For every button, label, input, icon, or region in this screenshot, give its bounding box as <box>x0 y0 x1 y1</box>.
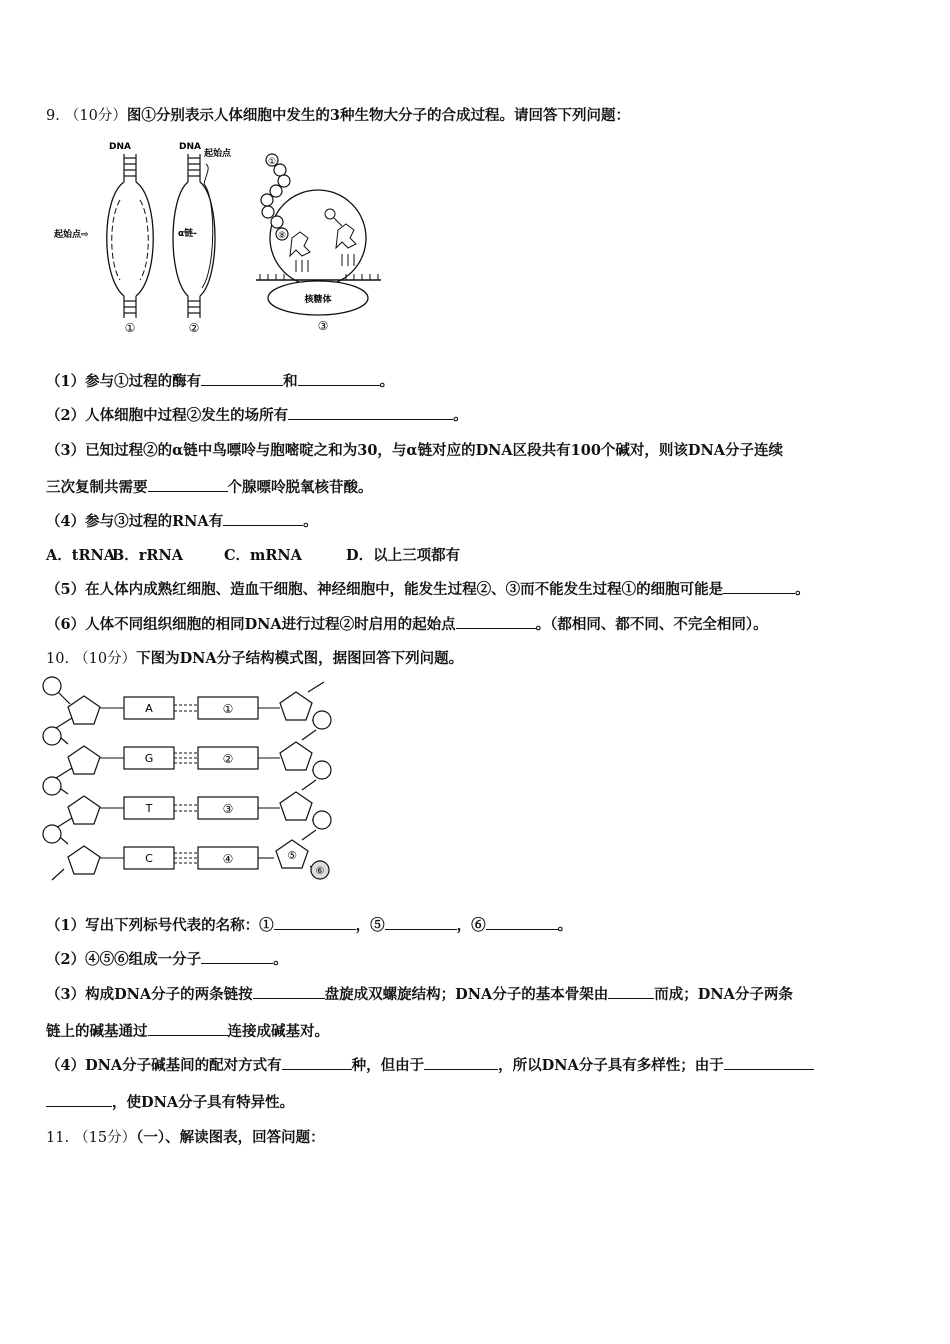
q9-sub4-text-a: （4）参与③过程的RNA有 <box>46 513 224 530</box>
q9-fig3-trna-1 <box>290 232 310 272</box>
q10-left-phosphates <box>43 677 61 843</box>
q9-fig-start-point-left: 起始点⇨ <box>54 230 89 240</box>
q9-fig-mark-3: ③ <box>317 319 329 333</box>
q10-right-phosphates <box>313 711 331 829</box>
q9-sub3-text-a: 三次复制共需要 <box>46 479 148 496</box>
q9-fig-dna-label-2: DNA <box>179 142 201 152</box>
q10-sub2-text-b: 。 <box>273 951 288 968</box>
q10-label-5: ⑤ <box>287 849 297 862</box>
q9-fig2-ladder-top <box>188 154 200 182</box>
q10-score: （10分） <box>74 651 137 667</box>
q10-base-right-3: ③ <box>222 802 234 816</box>
q10-base-left-c: C <box>145 852 153 865</box>
q9-option-c[interactable]: C．mRNA <box>224 547 302 564</box>
q10-sub3-text-a: （3）构成DNA分子的两条链按 <box>46 986 253 1003</box>
q9-fig2-ladder-bottom <box>188 296 200 318</box>
q9-fig2-bubble <box>173 182 215 296</box>
q9-sub1 <box>46 370 394 391</box>
q10-sub4-line1 <box>46 1054 814 1075</box>
q10-base-left-t: T <box>145 802 153 815</box>
q10-sub4-blank-4[interactable] <box>46 1092 112 1107</box>
q9-sub1-blank-2[interactable] <box>298 371 380 386</box>
q9-sub6-text-b: 。（都相同、都不同、不完全相同）。 <box>535 616 768 633</box>
q9-sub6 <box>46 613 768 634</box>
q9-sub3-blank[interactable] <box>148 477 228 492</box>
q10-base-right-2: ② <box>222 752 234 766</box>
q10-base-links <box>100 708 280 858</box>
q10-sub2 <box>46 948 288 969</box>
q10-hydrogen-bonds <box>174 705 198 863</box>
q11-stem-line <box>46 1126 325 1147</box>
q11-number: 11. <box>46 1130 70 1146</box>
q10-sub1 <box>46 914 572 935</box>
q10-base-right-4: ④ <box>222 852 234 866</box>
q10-left-sugars <box>68 696 100 874</box>
q9-fig-start-point-top: 起始点 <box>204 149 232 159</box>
q10-sub4-text-b: 种，但由于 <box>351 1057 425 1074</box>
q9-fig-mark-2: ② <box>188 321 200 335</box>
q10-sub3-blank-2[interactable] <box>608 984 654 999</box>
q10-sub3-text-b: 盘旋成双螺旋结构；DNA分子的基本骨架由 <box>324 986 609 1003</box>
q10-base-left-a: A <box>145 702 153 715</box>
q9-sub4-blank[interactable] <box>223 511 303 526</box>
q9-sub1-blank-1[interactable] <box>201 371 283 386</box>
q10-sub4-text-a: （4）DNA分子碱基间的配对方式有 <box>46 1057 282 1074</box>
q9-sub1-text-c: 。 <box>379 373 395 390</box>
q9-sub5-text-b: 。 <box>795 581 810 598</box>
q10-sub3-blank-1[interactable] <box>253 984 325 999</box>
q10-sub4-blank-1[interactable] <box>282 1055 352 1070</box>
q9-option-b[interactable]: B．rRNA <box>112 547 183 564</box>
q10-base-left-g: G <box>144 752 154 765</box>
q9-sub3-line2 <box>46 476 373 497</box>
q9-sub1-text-b: 和 <box>283 373 298 390</box>
q10-sub1-text-a: （1）写出下列标号代表的名称：① <box>46 917 274 934</box>
q9-sub6-text-a: （6）人体不同组织细胞的相同DNA进行过程②时启用的起始点 <box>46 616 456 633</box>
q10-sub3-text-d: 链上的碱基通过 <box>46 1023 148 1040</box>
q9-sub6-blank[interactable] <box>456 614 536 629</box>
q10-sub4-line2 <box>46 1091 294 1112</box>
q10-stem: 下图为DNA分子结构模式图，据图回答下列问题。 <box>136 650 464 667</box>
q10-sub2-blank[interactable] <box>201 949 273 964</box>
q9-fig-bead-1: ① <box>267 157 277 167</box>
q9-sub4 <box>46 510 318 531</box>
q9-sub4-text-b: 。 <box>303 513 318 530</box>
q9-fig-bead-8: ⑧ <box>277 231 287 241</box>
q10-sub1-blank-3[interactable] <box>486 915 558 930</box>
q10-stem-line <box>46 647 463 668</box>
q10-base-right-1: ① <box>222 702 234 716</box>
q10-label-6: ⑥ <box>315 866 325 877</box>
q9-fig-alpha-chain: α链- <box>178 229 197 239</box>
q9-sub2-blank[interactable] <box>288 405 453 420</box>
q10-sub1-text-c: ，⑥ <box>456 917 486 934</box>
q9-figure <box>46 138 406 338</box>
q10-sub3-line1 <box>46 983 793 1004</box>
q9-sub2-text-a: （2）人体细胞中过程②发生的场所有 <box>46 407 289 424</box>
q9-fig-ribosome-label: 核糖体 <box>304 295 332 305</box>
q9-sub3-text-b: 个腺嘌呤脱氧核苷酸。 <box>227 479 373 496</box>
q10-sub4-blank-2[interactable] <box>424 1055 498 1070</box>
q10-sub3-blank-3[interactable] <box>148 1021 228 1036</box>
q9-fig-dna-label-1: DNA <box>109 142 131 152</box>
q9-sub1-text-a: （1）参与①过程的酶有 <box>46 373 202 390</box>
q10-sub3-text-e: 连接成碱基对。 <box>227 1023 329 1040</box>
q10-sub1-blank-2[interactable] <box>385 915 457 930</box>
q9-fig3-trna-2 <box>325 209 356 266</box>
q9-sub3-line1 <box>46 439 783 460</box>
q9-fig1-ladder-bottom <box>124 296 136 318</box>
q10-sub1-text-b: ，⑤ <box>355 917 385 934</box>
q9-sub2-text-b: 。 <box>453 407 468 424</box>
q9-sub5-text-a: （5）在人体内成熟红细胞、造血干细胞、神经细胞中，能发生过程②、③而不能发生过程①的细胞可能是 <box>46 581 724 598</box>
q9-stem-line <box>46 104 630 125</box>
q9-fig1-new-strands <box>112 200 149 280</box>
q9-fig3-mrna-ticks <box>260 274 378 280</box>
q9-stem: 图①分别表示人体细胞中发生的3种生物大分子的合成过程。请回答下列问题： <box>126 107 630 124</box>
q9-sub4-options <box>46 544 460 565</box>
q10-sub2-text-a: （2）④⑤⑥组成一分子 <box>46 951 202 968</box>
q9-fig1-ladder-top <box>124 154 136 182</box>
q9-fig1-bubble <box>107 182 154 296</box>
q10-sub3-line2 <box>46 1020 329 1041</box>
q9-score: （10分） <box>64 108 127 124</box>
q9-option-d[interactable]: D．以上三项都有 <box>346 547 461 564</box>
q9-fig2-rna-strand <box>202 164 213 288</box>
q10-sub4-blank-3[interactable] <box>724 1055 814 1070</box>
q10-sub3-text-c: 而成；DNA分子两条 <box>654 986 793 1003</box>
q9-fig-mark-1: ① <box>124 321 136 335</box>
q9-sub3-text: （3）已知过程②的α链中鸟嘌呤与胞嘧啶之和为30，与α链对应的DNA区段共有100个碱对，则该DNA分子连续 <box>46 442 784 459</box>
q10-sub1-blank-1[interactable] <box>274 915 356 930</box>
q10-sub4-text-c: ，所以DNA分子具有多样性；由于 <box>498 1057 724 1074</box>
q9-option-a[interactable]: A．tRNA <box>46 547 116 564</box>
q10-right-sugars <box>276 692 312 868</box>
q9-sub5-blank[interactable] <box>723 579 795 594</box>
q10-base-boxes <box>124 697 258 869</box>
q10-sub4-text-d: ，使DNA分子具有特异性。 <box>112 1094 295 1111</box>
q9-number: 9. <box>46 108 60 124</box>
q11-stem: （一）、解读图表，回答问题： <box>136 1129 325 1146</box>
q11-score: （15分） <box>74 1130 137 1146</box>
q10-figure <box>40 674 340 886</box>
q9-sub2 <box>46 404 468 425</box>
q9-sub5 <box>46 578 810 599</box>
q10-sub1-text-d: 。 <box>557 917 573 934</box>
q10-number: 10. <box>46 651 70 667</box>
